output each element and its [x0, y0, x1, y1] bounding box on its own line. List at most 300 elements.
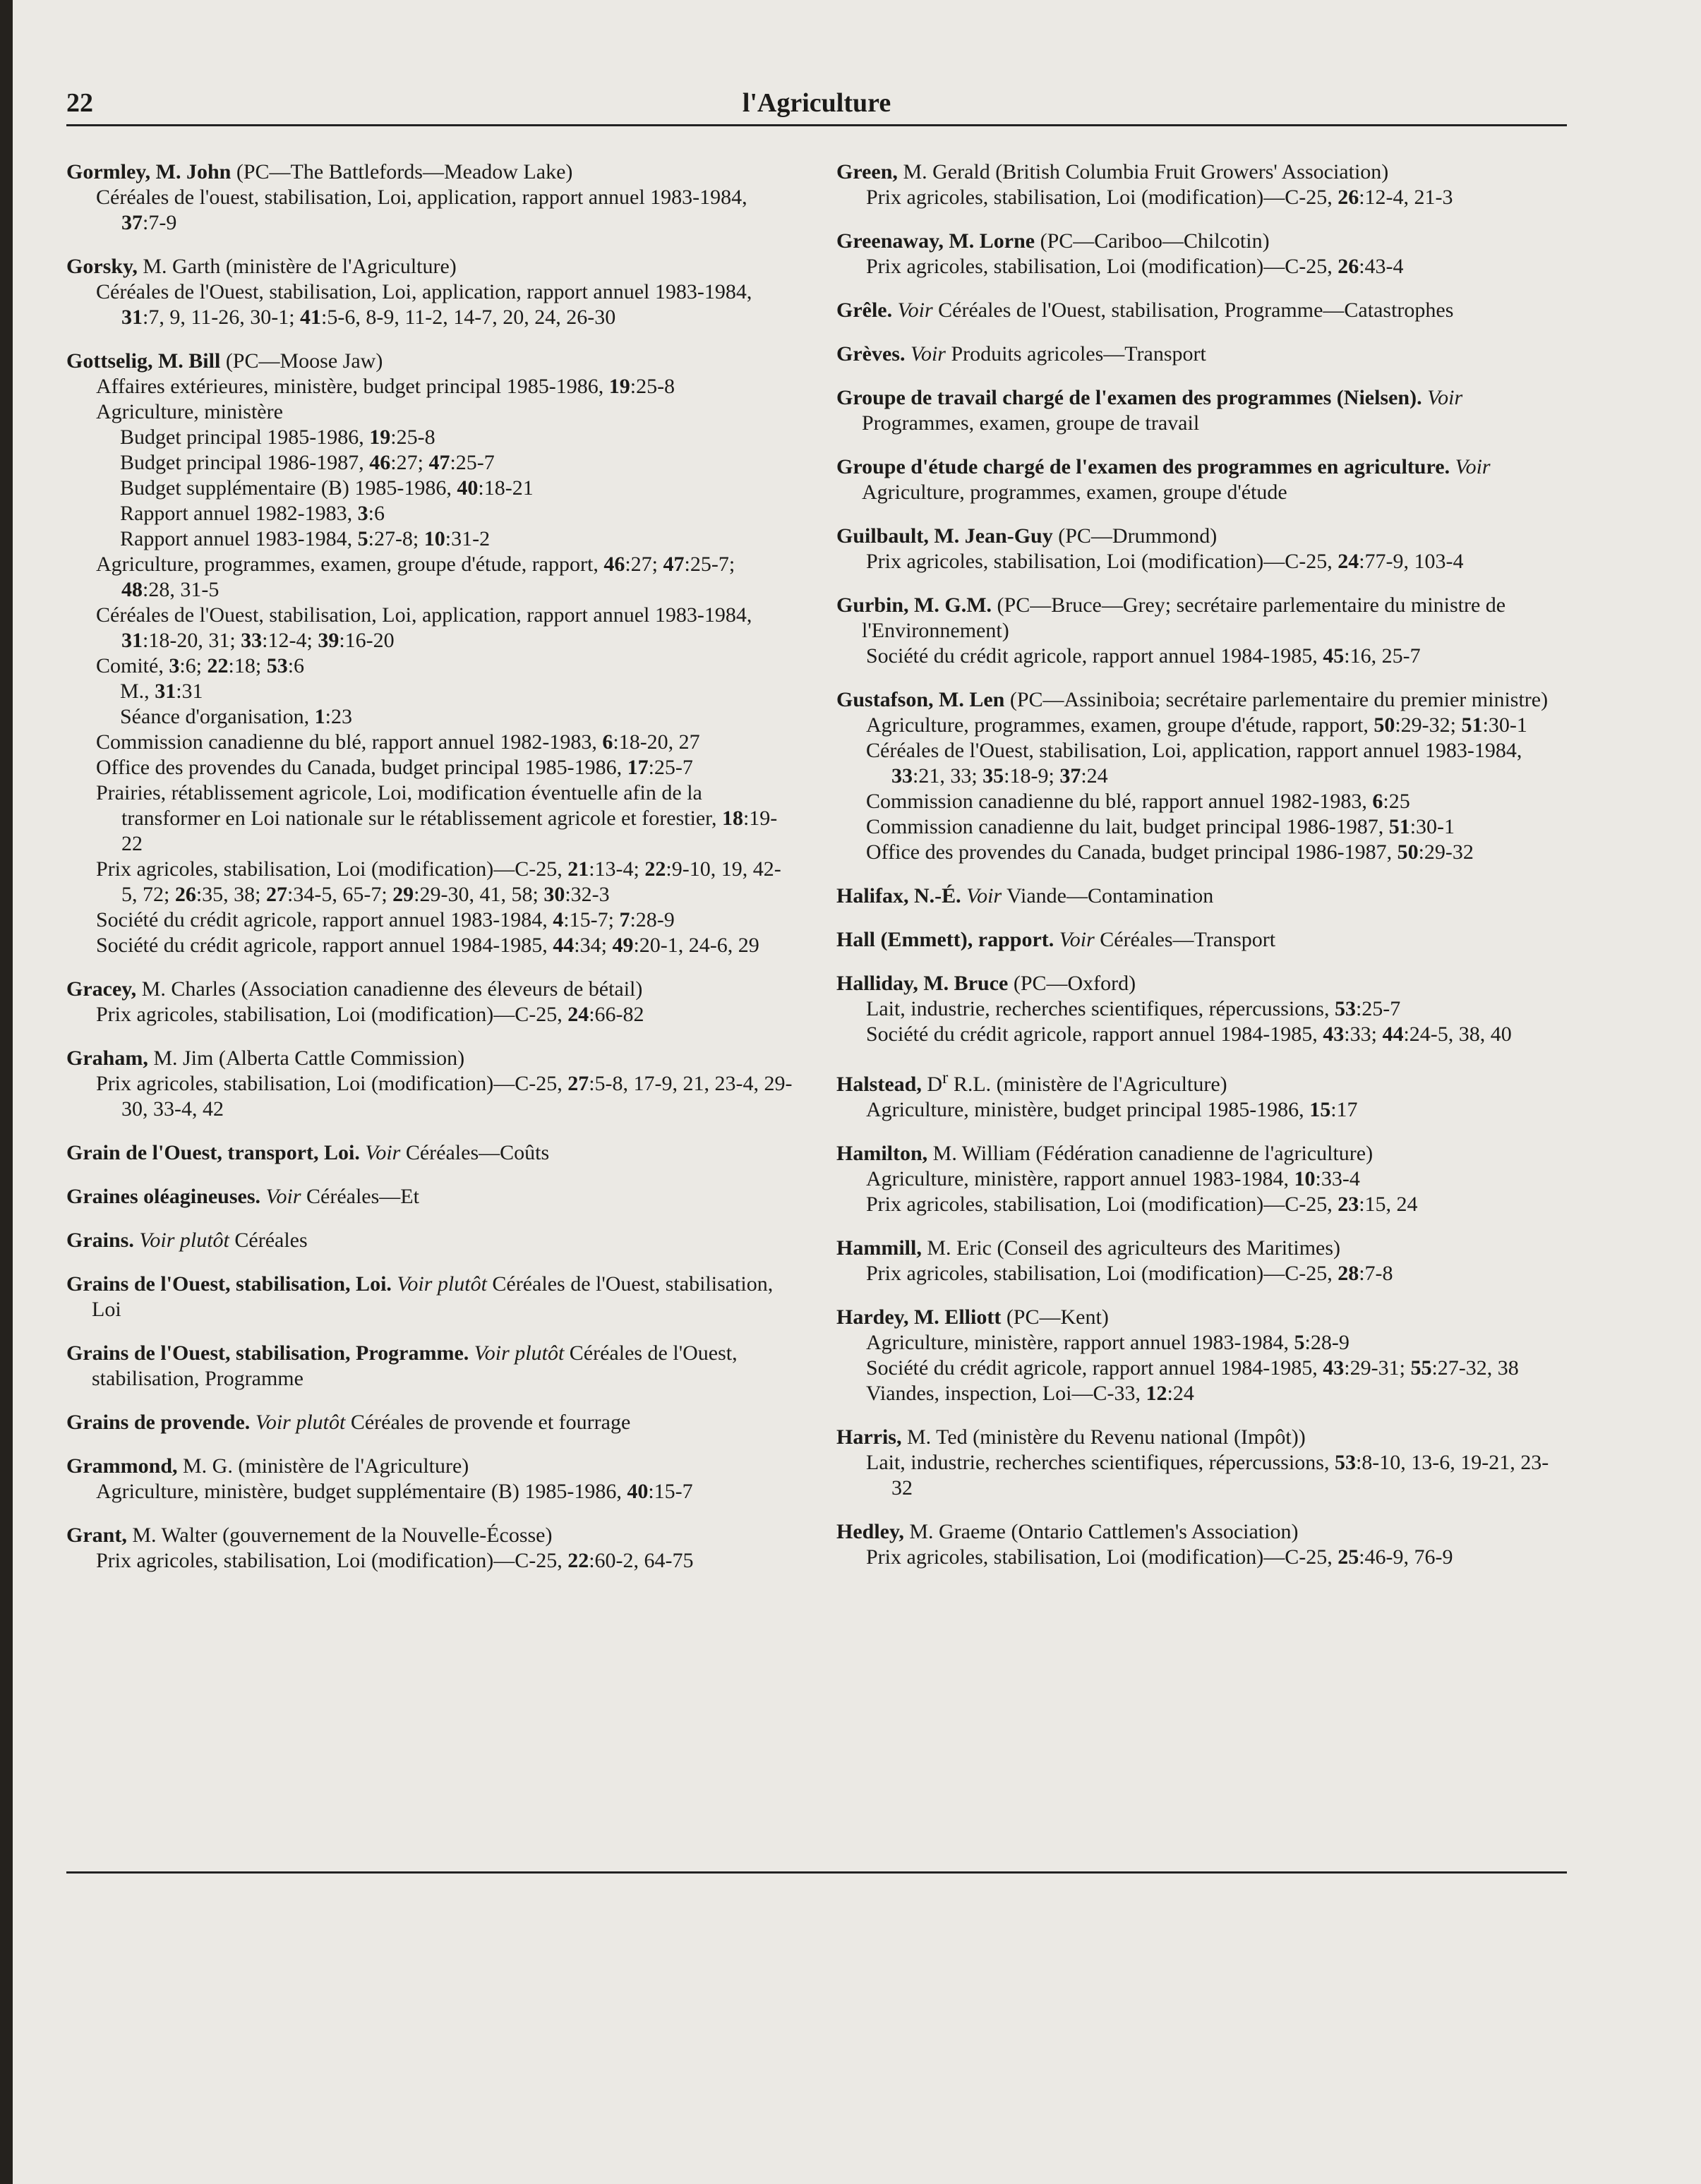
- cross-reference-term: Voir plutôt: [139, 1229, 229, 1252]
- bold-text: 12: [1146, 1382, 1167, 1405]
- entry-heading: [66, 1046, 793, 1071]
- entry-text: :46-9, 76-9: [1359, 1545, 1453, 1569]
- bold-text: Gorsky,: [66, 255, 138, 278]
- entry-subentry: [836, 549, 1567, 574]
- index-entry: [66, 254, 793, 330]
- entry-text: :77-9, 103-4: [1359, 550, 1464, 573]
- entry-text: (PC—Kent): [1001, 1305, 1109, 1329]
- entry-text: :15-7;: [563, 908, 620, 931]
- entry-subentry: [66, 603, 793, 653]
- entry-subentry: [836, 1356, 1567, 1381]
- entry-subentry: [836, 713, 1567, 738]
- entry-text: :17: [1330, 1098, 1358, 1121]
- entry-subentry: [836, 185, 1567, 210]
- entry-text: Produits agricoles—Transport: [945, 342, 1206, 366]
- entry-text: Viande—Contamination: [1002, 884, 1214, 907]
- entry-heading: [66, 1454, 793, 1479]
- entry-subentry: [836, 1381, 1567, 1406]
- entry-subentry: [66, 552, 793, 603]
- entry-text: Prix agricoles, stabilisation, Loi (modification)—C-25,: [866, 1193, 1338, 1216]
- entry-text: :31-2: [445, 527, 491, 550]
- bold-text: Grammond,: [66, 1454, 178, 1478]
- entry-text: :32-3: [565, 883, 610, 906]
- entry-text: :5-8, 17-9, 21, 23-4, 29-30, 33-4, 42: [121, 1072, 793, 1121]
- index-entry: [836, 593, 1567, 669]
- entry-text: Commission canadienne du blé, rapport annuel 1982-1983,: [866, 790, 1373, 813]
- page-title: l'Agriculture: [742, 88, 891, 118]
- entry-text: Prix agricoles, stabilisation, Loi (modification)—C-25,: [96, 857, 568, 881]
- entry-subentry: [66, 780, 793, 857]
- entry-text: [469, 1341, 474, 1365]
- entry-text: :13-4;: [589, 857, 645, 881]
- index-entry: [66, 159, 793, 236]
- entry-text: Budget principal 1986-1987,: [120, 451, 370, 474]
- index-entry: [66, 1046, 793, 1122]
- entry-text: Affaires extérieures, ministère, budget principal 1985-1986,: [96, 375, 609, 398]
- entry-text: r: [942, 1068, 949, 1087]
- entry-text: :18;: [228, 654, 267, 677]
- entry-text: :28-9: [630, 908, 675, 931]
- bold-text: 3: [169, 654, 180, 677]
- entry-text: :25: [1383, 790, 1410, 813]
- entry-subentry: [836, 738, 1567, 789]
- cross-reference-term: Voir: [897, 298, 933, 322]
- index-entry: [66, 1454, 793, 1504]
- entry-text: :16, 25-7: [1344, 644, 1421, 668]
- bold-text: Harris,: [836, 1425, 902, 1449]
- entry-text: Céréales de l'Ouest, stabilisation, Programme—Catastrophes: [932, 298, 1454, 322]
- entry-subentry: [836, 814, 1567, 840]
- bold-text: Gormley, M. John: [66, 160, 232, 183]
- cross-reference-term: Voir: [1059, 928, 1095, 951]
- entry-text: :31: [176, 680, 203, 703]
- entry-text: (PC—Assiniboia; secrétaire parlementaire du premier ministre): [1004, 688, 1549, 711]
- bold-text: 15: [1309, 1098, 1331, 1121]
- entry-text: :28, 31-5: [143, 578, 220, 601]
- entry-text: Office des provendes du Canada, budget principal 1986-1987,: [866, 840, 1398, 864]
- entry-subentry: [66, 653, 793, 679]
- bold-text: Graham,: [66, 1046, 148, 1070]
- entry-heading: [836, 342, 1567, 367]
- bold-text: 10: [1294, 1167, 1316, 1190]
- index-entry: [836, 229, 1567, 279]
- entry-text: Prix agricoles, stabilisation, Loi (modification)—C-25,: [96, 1072, 568, 1095]
- entry-text: (PC—Bruce—Grey; secrétaire parlementaire du ministre de l'Environnement): [862, 593, 1506, 642]
- cross-reference-term: Voir: [910, 342, 946, 366]
- bold-text: 31: [121, 306, 143, 329]
- bold-text: 7: [619, 908, 630, 931]
- bold-text: 5: [1294, 1331, 1305, 1354]
- entry-subentry: [66, 704, 793, 730]
- entry-heading: [836, 454, 1567, 505]
- bold-text: Gustafson, M. Len: [836, 688, 1005, 711]
- bold-text: 33: [241, 629, 263, 652]
- bold-text: 26: [174, 883, 196, 906]
- entry-text: Céréales de l'Ouest, stabilisation, Loi, application, rapport annuel 1983-1984,: [96, 603, 752, 627]
- entry-heading: [836, 298, 1567, 323]
- entry-subentry: [836, 1192, 1567, 1217]
- bold-text: 47: [663, 553, 685, 576]
- index-column-right: [836, 159, 1567, 1588]
- entry-subentry: [66, 679, 793, 704]
- entry-text: (PC—Cariboo—Chilcotin): [1035, 229, 1270, 253]
- cross-reference-term: Voir: [1427, 386, 1463, 409]
- entry-text: Agriculture, ministère, rapport annuel 1983-1984,: [866, 1331, 1294, 1354]
- bold-text: 43: [1323, 1356, 1345, 1380]
- bold-text: 18: [721, 807, 743, 830]
- bold-text: 46: [603, 553, 625, 576]
- entry-text: :30-1: [1410, 815, 1455, 838]
- entry-text: Prix agricoles, stabilisation, Loi (modification)—C-25,: [866, 186, 1338, 209]
- index-entry: [836, 687, 1567, 865]
- entry-text: :18-20, 31;: [143, 629, 241, 652]
- entry-text: Commission canadienne du lait, budget principal 1986-1987,: [866, 815, 1389, 838]
- entry-text: Budget principal 1985-1986,: [120, 426, 370, 449]
- entry-text: M. Garth (ministère de l'Agriculture): [137, 255, 457, 278]
- bold-text: Halifax, N.-É.: [836, 884, 961, 907]
- entry-heading: [836, 1066, 1567, 1097]
- entry-subentry: [66, 1002, 793, 1027]
- entry-text: Viandes, inspection, Loi—C-33,: [866, 1382, 1146, 1405]
- bold-text: Grains.: [66, 1229, 134, 1252]
- bold-text: 50: [1397, 840, 1419, 864]
- bold-text: Hamilton,: [836, 1142, 928, 1165]
- bold-text: 37: [1059, 764, 1081, 788]
- bold-text: 51: [1461, 713, 1483, 737]
- entry-text: (PC—Moose Jaw): [220, 349, 383, 373]
- cross-reference-term: Voir: [265, 1185, 301, 1208]
- entry-subentry: [836, 1545, 1567, 1570]
- entry-heading: [66, 1140, 793, 1166]
- entry-subentry: [836, 840, 1567, 865]
- entry-text: M. Graeme (Ontario Cattlemen's Association): [903, 1520, 1299, 1543]
- entry-text: Céréales de l'ouest, stabilisation, Loi, application, rapport annuel 1983-1984,: [96, 186, 747, 209]
- entry-heading: [836, 229, 1567, 254]
- entry-subentry: [836, 1097, 1567, 1123]
- bold-text: 48: [121, 578, 143, 601]
- bold-text: Gracey,: [66, 977, 137, 1001]
- bold-text: 22: [644, 857, 666, 881]
- bold-text: 51: [1388, 815, 1410, 838]
- entry-text: Société du crédit agricole, rapport annuel 1984-1985,: [866, 1022, 1323, 1046]
- bold-text: Groupe de travail chargé de l'examen des programmes (Nielsen).: [836, 386, 1422, 409]
- bold-text: 44: [1382, 1022, 1404, 1046]
- entry-text: :33;: [1344, 1022, 1383, 1046]
- entry-text: :66-82: [589, 1003, 644, 1026]
- entry-subentry: [66, 1548, 793, 1574]
- entry-text: Prix agricoles, stabilisation, Loi (modification)—C-25,: [866, 255, 1338, 278]
- entry-text: Rapport annuel 1982-1983,: [120, 502, 358, 525]
- entry-text: M. Walter (gouvernement de la Nouvelle-Écosse): [126, 1524, 553, 1547]
- entry-subentry: [66, 476, 793, 501]
- entry-heading: [836, 927, 1567, 953]
- entry-text: :15, 24: [1359, 1193, 1418, 1216]
- entry-text: [905, 342, 910, 366]
- entry-text: M. Gerald (British Columbia Fruit Growers' Association): [897, 160, 1389, 183]
- bold-text: 19: [608, 375, 630, 398]
- entry-text: :60-2, 64-75: [589, 1549, 694, 1572]
- entry-subentry: [66, 185, 793, 236]
- bold-text: 21: [567, 857, 589, 881]
- entry-text: Lait, industrie, recherches scientifiques, répercussions,: [866, 997, 1335, 1020]
- entry-text: :25-8: [630, 375, 675, 398]
- bold-text: 44: [553, 934, 575, 957]
- entry-text: Céréales: [229, 1229, 308, 1252]
- page-number: 22: [66, 88, 93, 118]
- entry-text: M. William (Fédération canadienne de l'agriculture): [927, 1142, 1374, 1165]
- bold-text: Greenaway, M. Lorne: [836, 229, 1035, 253]
- entry-text: :6: [368, 502, 385, 525]
- entry-text: :23: [325, 705, 352, 728]
- bold-text: 27: [266, 883, 288, 906]
- entry-text: Céréales de l'Ouest, stabilisation, Loi, application, rapport annuel 1983-1984,: [866, 739, 1522, 762]
- entry-text: [1054, 928, 1059, 951]
- entry-text: [1422, 386, 1428, 409]
- entry-text: :24: [1081, 764, 1108, 788]
- entry-subentry: [66, 425, 793, 450]
- index-entry: [66, 1410, 793, 1435]
- entry-subentry: [66, 857, 793, 907]
- bold-text: Halliday, M. Bruce: [836, 972, 1009, 995]
- index-entry: [836, 1141, 1567, 1217]
- entry-heading: [836, 1305, 1567, 1330]
- index-entry: [836, 524, 1567, 574]
- bold-text: 31: [155, 680, 176, 703]
- bold-text: 17: [627, 756, 649, 779]
- bold-text: Grains de provende.: [66, 1411, 251, 1434]
- entry-heading: [66, 1184, 793, 1209]
- cross-reference-term: Voir: [365, 1141, 401, 1164]
- entry-text: Prix agricoles, stabilisation, Loi (modification)—C-25,: [96, 1549, 568, 1572]
- entry-text: :9-10, 19, 42-5, 72;: [121, 857, 781, 906]
- entry-text: (PC—Drummond): [1052, 524, 1218, 548]
- bold-text: Grains de l'Ouest, stabilisation, Programme.: [66, 1341, 469, 1365]
- bold-text: 35: [982, 764, 1004, 788]
- entry-text: :29-32: [1418, 840, 1474, 864]
- bold-text: 26: [1338, 255, 1359, 278]
- entry-subentry: [836, 1261, 1567, 1286]
- entry-subentry: [66, 399, 793, 425]
- bold-text: Grant,: [66, 1524, 127, 1547]
- entry-text: :20-1, 24-6, 29: [633, 934, 759, 957]
- bottom-rule: [66, 1871, 1567, 1874]
- index-entry: [66, 1184, 793, 1209]
- entry-text: M. Jim (Alberta Cattle Commission): [148, 1046, 465, 1070]
- entry-text: :7-8: [1359, 1262, 1393, 1285]
- entry-text: :24-5, 38, 40: [1403, 1022, 1512, 1046]
- entry-subentry: [66, 907, 793, 933]
- entry-text: :29-32;: [1395, 713, 1462, 737]
- entry-text: Séance d'organisation,: [120, 705, 315, 728]
- entry-text: Agriculture, ministère, rapport annuel 1983-1984,: [866, 1167, 1294, 1190]
- entry-text: Budget supplémentaire (B) 1985-1986,: [120, 476, 457, 500]
- entry-subentry: [66, 374, 793, 399]
- entry-subentry: [836, 1022, 1567, 1047]
- bold-text: 53: [1334, 997, 1356, 1020]
- bold-text: 22: [207, 654, 229, 677]
- entry-text: :5-6, 8-9, 11-2, 14-7, 20, 24, 26-30: [321, 306, 616, 329]
- entry-subentry: [66, 501, 793, 526]
- entry-text: Rapport annuel 1983-1984,: [120, 527, 358, 550]
- index-entry: [66, 349, 793, 958]
- entry-text: Société du crédit agricole, rapport annuel 1984-1985,: [866, 644, 1323, 668]
- entry-text: :27;: [390, 451, 429, 474]
- bold-text: Hammill,: [836, 1236, 922, 1260]
- entry-text: Prairies, rétablissement agricole, Loi, modification éventuelle afin de la transformer en Loi nationale sur le rétablissement agricole et forestier,: [96, 781, 722, 830]
- index-entry: [836, 159, 1567, 210]
- bold-text: Halstead,: [836, 1073, 922, 1096]
- entry-heading: [66, 1523, 793, 1548]
- entry-text: M. Ted (ministère du Revenu national (Impôt)): [901, 1425, 1306, 1449]
- entry-text: :7-9: [143, 211, 177, 234]
- entry-text: Société du crédit agricole, rapport annuel 1984-1985,: [96, 934, 553, 957]
- entry-heading: [66, 159, 793, 185]
- bold-text: Grains de l'Ouest, stabilisation, Loi.: [66, 1272, 392, 1296]
- bold-text: 24: [567, 1003, 589, 1026]
- entry-subentry: [66, 730, 793, 755]
- entry-text: :43-4: [1359, 255, 1404, 278]
- entry-heading: [66, 254, 793, 279]
- bold-text: Graines oléagineuses.: [66, 1185, 260, 1208]
- entry-text: :24: [1167, 1382, 1194, 1405]
- entry-text: :6;: [179, 654, 208, 677]
- entry-text: Agriculture, programmes, examen, groupe d'étude: [862, 481, 1287, 504]
- bold-text: 19: [369, 426, 391, 449]
- entry-subentry: [66, 1479, 793, 1504]
- entry-text: :18-9;: [1004, 764, 1060, 788]
- entry-text: [1450, 455, 1455, 478]
- bold-text: 47: [428, 451, 450, 474]
- entry-text: :18-20, 27: [613, 730, 700, 754]
- entry-text: Céréales—Et: [301, 1185, 419, 1208]
- entry-text: Céréales—Coûts: [400, 1141, 550, 1164]
- entry-text: :25-7: [450, 451, 495, 474]
- entry-text: [260, 1185, 266, 1208]
- bold-text: 46: [369, 451, 391, 474]
- entry-subentry: [66, 279, 793, 330]
- entry-text: :19-22: [121, 807, 778, 855]
- bold-text: 29: [392, 883, 414, 906]
- bold-text: 26: [1338, 186, 1359, 209]
- entry-text: (PC—Oxford): [1008, 972, 1136, 995]
- bold-text: 6: [1372, 790, 1383, 813]
- index-entry: [66, 1228, 793, 1253]
- cross-reference-term: Voir plutôt: [255, 1411, 346, 1434]
- entry-heading: [66, 977, 793, 1002]
- bold-text: 39: [318, 629, 339, 652]
- entry-heading: [836, 524, 1567, 549]
- bold-text: 45: [1323, 644, 1345, 668]
- entry-text: M.,: [120, 680, 155, 703]
- index-entry: [66, 1140, 793, 1166]
- bold-text: 31: [121, 629, 143, 652]
- entry-text: :29-30, 41, 58;: [414, 883, 544, 906]
- entry-subentry: [66, 450, 793, 476]
- bold-text: 4: [553, 908, 564, 931]
- entry-heading: [836, 593, 1567, 644]
- entry-text: :25-7: [1355, 997, 1401, 1020]
- entry-text: :35, 38;: [196, 883, 267, 906]
- entry-text: :25-7;: [684, 553, 735, 576]
- bold-text: Gurbin, M. G.M.: [836, 593, 992, 617]
- entry-text: :28-9: [1304, 1331, 1350, 1354]
- entry-subentry: [836, 996, 1567, 1022]
- entry-heading: [836, 1519, 1567, 1545]
- entry-text: Agriculture, ministère: [96, 400, 283, 423]
- index-entry: [836, 342, 1567, 367]
- index-entry: [836, 385, 1567, 436]
- entry-text: [250, 1411, 256, 1434]
- bold-text: Guilbault, M. Jean-Guy: [836, 524, 1053, 548]
- entry-text: :27;: [625, 553, 663, 576]
- entry-heading: [836, 1141, 1567, 1166]
- bold-text: 37: [121, 211, 143, 234]
- entry-subentry: [66, 755, 793, 780]
- index-entry: [836, 1236, 1567, 1286]
- bold-text: Groupe d'étude chargé de l'examen des programmes en agriculture.: [836, 455, 1450, 478]
- entry-heading: [836, 1425, 1567, 1450]
- bold-text: 5: [357, 527, 368, 550]
- bold-text: 27: [567, 1072, 589, 1095]
- cross-reference-term: Voir plutôt: [397, 1272, 487, 1296]
- bold-text: 53: [266, 654, 288, 677]
- entry-heading: [66, 349, 793, 374]
- entry-subentry: [836, 644, 1567, 669]
- entry-text: :27-32, 38: [1431, 1356, 1519, 1380]
- bold-text: 6: [602, 730, 613, 754]
- bold-text: Hall (Emmett), rapport.: [836, 928, 1054, 951]
- entry-text: :34-5, 65-7;: [287, 883, 393, 906]
- entry-text: Programmes, examen, groupe de travail: [862, 411, 1200, 435]
- bold-text: 50: [1374, 713, 1395, 737]
- bold-text: 10: [423, 527, 445, 550]
- bold-text: 3: [357, 502, 368, 525]
- cross-reference-term: Voir: [966, 884, 1002, 907]
- entry-heading: [836, 385, 1567, 436]
- entry-text: :34;: [574, 934, 613, 957]
- entry-text: :6: [287, 654, 305, 677]
- bold-text: 28: [1338, 1262, 1359, 1285]
- entry-heading: [836, 687, 1567, 713]
- entry-heading: [836, 1236, 1567, 1261]
- entry-text: :18-21: [478, 476, 534, 500]
- entry-text: :25-8: [390, 426, 435, 449]
- bold-text: Grain de l'Ouest, transport, Loi.: [66, 1141, 360, 1164]
- bold-text: 30: [543, 883, 565, 906]
- entry-text: Prix agricoles, stabilisation, Loi (modification)—C-25,: [866, 1262, 1338, 1285]
- entry-text: :30-1: [1482, 713, 1527, 737]
- index-entry: [836, 883, 1567, 909]
- bold-text: 43: [1323, 1022, 1345, 1046]
- entry-text: R.L. (ministère de l'Agriculture): [948, 1073, 1227, 1096]
- entry-subentry: [836, 1330, 1567, 1356]
- entry-heading: [66, 1341, 793, 1392]
- index-entry: [66, 1272, 793, 1322]
- bold-text: 23: [1338, 1193, 1359, 1216]
- entry-text: Société du crédit agricole, rapport annuel 1983-1984,: [96, 908, 553, 931]
- entry-text: Agriculture, programmes, examen, groupe d'étude, rapport,: [866, 713, 1374, 737]
- entry-text: Céréales—Transport: [1094, 928, 1276, 951]
- entry-text: M. Charles (Association canadienne des éleveurs de bétail): [136, 977, 643, 1001]
- entry-text: Prix agricoles, stabilisation, Loi (modification)—C-25,: [866, 1545, 1338, 1569]
- entry-text: Céréales de l'Ouest, stabilisation, Programme: [92, 1341, 738, 1390]
- index-entry: [836, 1519, 1567, 1570]
- entry-text: Céréales de l'Ouest, stabilisation, Loi: [92, 1272, 774, 1321]
- entry-text: (PC—The Battlefords—Meadow Lake): [231, 160, 573, 183]
- entry-heading: [66, 1410, 793, 1435]
- entry-text: Agriculture, ministère, budget supplémentaire (B) 1985-1986,: [96, 1480, 627, 1503]
- entry-text: Comité,: [96, 654, 169, 677]
